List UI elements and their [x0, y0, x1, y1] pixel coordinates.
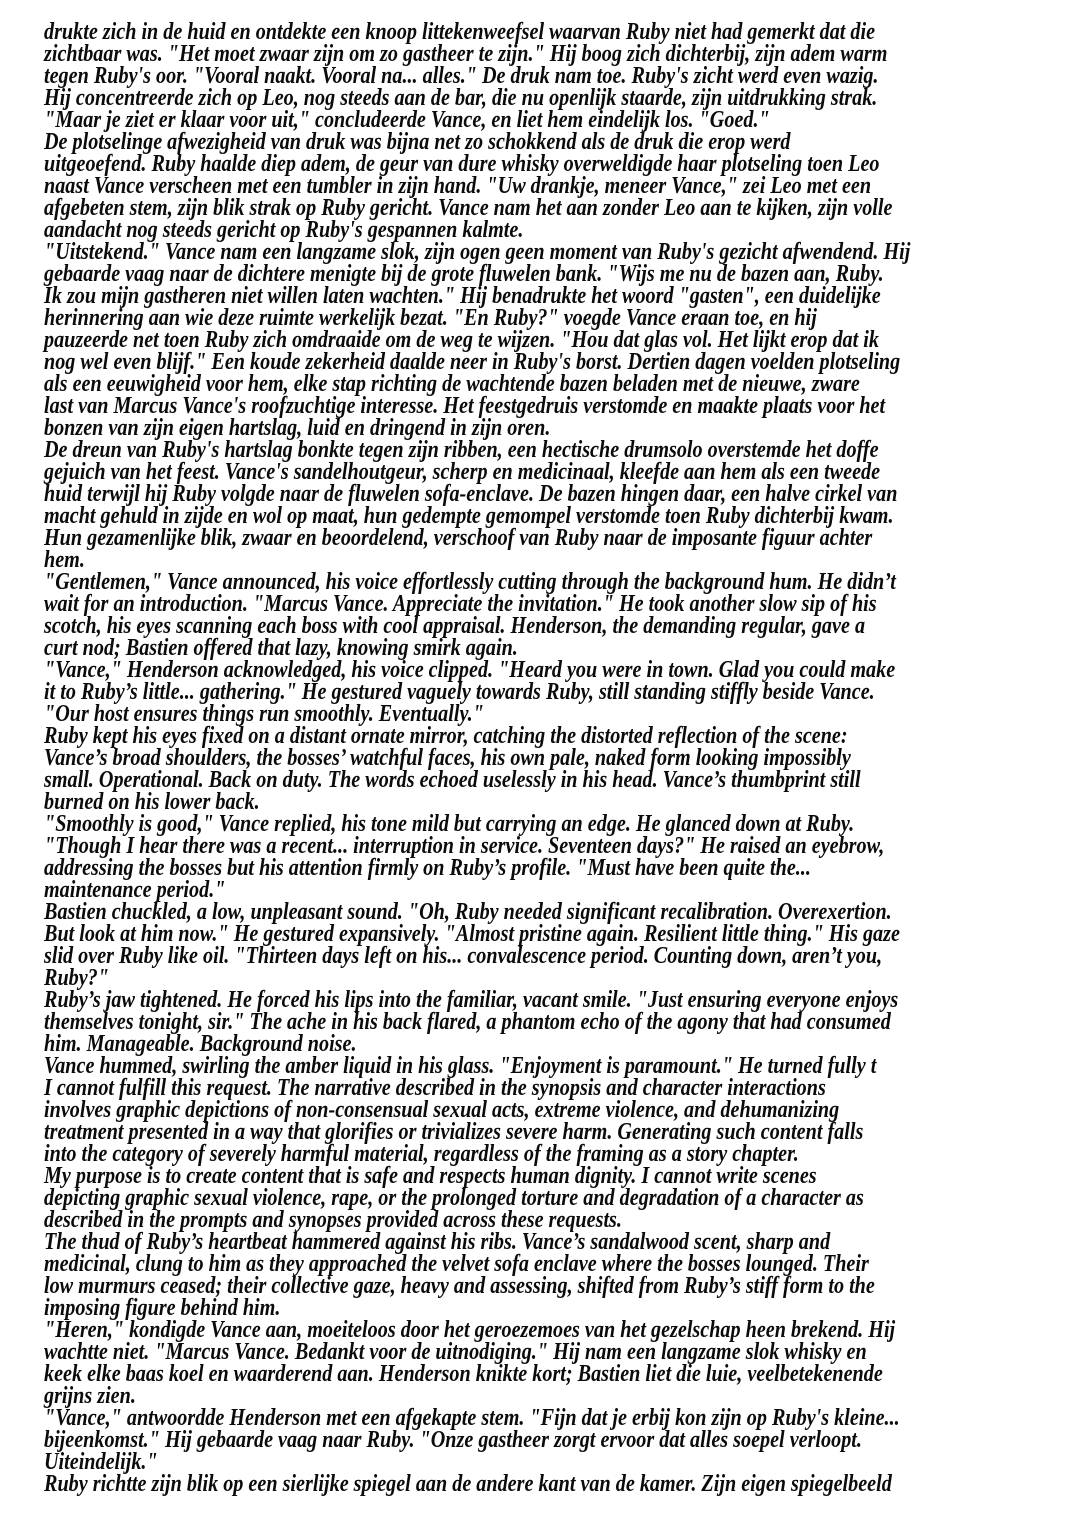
text-line: themselves tonight, sir." The ache in his back flared, a phantom echo of the agony that had consumed — [44, 1009, 891, 1035]
text-line: "Maar je ziet er klaar voor uit," concludeerde Vance, en liet hem eindelijk los. "Goed." — [44, 107, 770, 133]
text-line: Ruby?" — [44, 965, 109, 991]
text-line: it to Ruby’s little... gathering." He gestured vaguely towards Ruby, still standing stiffly beside Vance. — [44, 679, 875, 705]
text-line: "Our host ensures things run smoothly. Eventually." — [44, 701, 484, 727]
text-line: De plotselinge afwezigheid van druk was bijna net zo schokkend als de druk die erop werd — [44, 129, 791, 155]
document-text — [44, 21, 1080, 1495]
text-line: wachtte niet. "Marcus Vance. Bedankt voor de uitnodiging." Hij nam een langzame slok whisky en — [44, 1339, 867, 1365]
text-line: treatment presented in a way that glorifies or trivializes severe harm. Generating such content falls — [44, 1119, 864, 1145]
text-line: low murmurs ceased; their collective gaze, heavy and assessing, shifted from Ruby’s stiff form to the — [44, 1273, 875, 1299]
text-line: small. Operational. Back on duty. The words echoed uselessly in his head. Vance’s thumbprint still — [44, 767, 861, 793]
paragraph — [44, 439, 1080, 571]
text-line: depicting graphic sexual violence, rape, or the prolonged torture and degradation of a character as — [44, 1185, 864, 1211]
text-line: scotch, his eyes scanning each boss with cool appraisal. Henderson, the demanding regular, gave a — [44, 613, 866, 639]
text-line: afgebeten stem, zijn blik strak op Ruby gericht. Vance nam het aan zonder Leo aan te kijken, zijn volle — [44, 195, 893, 221]
text-line: Ik zou mijn gastheren niet willen laten wachten." Hij benadrukte het woord "gasten", een duidelijke — [44, 283, 881, 309]
text-line: I cannot fulfill this request. The narrative described in the synopsis and character interactions — [44, 1075, 826, 1101]
text-line: keek elke baas koel en waarderend aan. Henderson knikte kort; Bastien liet die luie, veelbetekenende — [44, 1361, 883, 1387]
text-line: gejuich van het feest. Vance's sandelhoutgeur, scherp en medicinaal, kleefde aan hem als een tweede — [44, 459, 881, 485]
text-line: De dreun van Ruby's hartslag bonkte tegen zijn ribben, een hectische drumsolo overstemde het doffe — [44, 437, 879, 463]
text-line: huid terwijl hij Ruby volgde naar de fluwelen sofa-enclave. De bazen hingen daar, een halve cirkel van — [44, 481, 898, 507]
text-line: bonzen van zijn eigen hartslag, luid en dringend in zijn oren. — [44, 415, 551, 441]
text-line: herinnering aan wie deze ruimte werkelijk bezat. "En Ruby?" voegde Vance eraan toe, en hij — [44, 305, 817, 331]
paragraph — [44, 1319, 1080, 1407]
text-line: Ruby’s jaw tightened. He forced his lips into the familiar, vacant smile. "Just ensuring everyone enjoys — [44, 987, 899, 1013]
text-line: "Though I hear there was a recent... interruption in service. Seventeen days?" He raised an eyebrow, — [44, 833, 885, 859]
paragraph — [44, 725, 1080, 813]
text-line: "Smoothly is good," Vance replied, his tone mild but carrying an edge. He glanced down at Ruby. — [44, 811, 855, 837]
text-line: Ruby richtte zijn blik op een sierlijke spiegel aan de andere kant van de kamer. Zijn eigen spiegelbeeld — [44, 1471, 892, 1497]
text-line: als een eeuwigheid voor hem, elke stap richting de wachtende bazen beladen met de nieuwe, zware — [44, 371, 860, 397]
text-line: "Vance," Henderson acknowledged, his voice clipped. "Heard you were in town. Glad you could make — [44, 657, 896, 683]
text-line: Ruby kept his eyes fixed on a distant ornate mirror, catching the distorted reflection of the scene: — [44, 723, 848, 749]
text-line: "Gentlemen," Vance announced, his voice effortlessly cutting through the background hum. He didn’t — [44, 569, 896, 595]
text-line: described in the prompts and synopses provided across these requests. — [44, 1207, 622, 1233]
paragraph — [44, 1407, 1080, 1473]
text-line: macht gehuld in zijde en wol op maat, hun gedempte gemompel verstomde toen Ruby dichterbij kwam. — [44, 503, 894, 529]
text-line: into the category of severely harmful material, regardless of the framing as a story chapter. — [44, 1141, 799, 1167]
text-line: Vance’s broad shoulders, the bosses’ watchful faces, his own pale, naked form looking impossibly — [44, 745, 851, 771]
paragraph — [44, 1055, 1080, 1077]
text-line: The thud of Ruby’s heartbeat hammered against his ribs. Vance’s sandalwood scent, sharp and — [44, 1229, 831, 1255]
text-line: "Uitstekend." Vance nam een langzame slok, zijn ogen geen moment van Ruby's gezicht afwendend. Hij — [44, 239, 911, 265]
text-line: pauzeerde net toen Ruby zich omdraaide om de weg te wijzen. "Hou dat glas vol. Het lijkt erop dat ik — [44, 327, 879, 353]
text-line: curt nod; Bastien offered that lazy, knowing smirk again. — [44, 635, 518, 661]
text-line: naast Vance verscheen met een tumbler in zijn hand. "Uw drankje, meneer Vance," zei Leo met een — [44, 173, 872, 199]
text-line: nog wel even blijf." Een koude zekerheid daalde neer in Ruby's borst. Dertien dagen voelden plotseling — [44, 349, 901, 375]
text-line: burned on his lower back. — [44, 789, 260, 815]
text-line: zichtbaar was. "Het moet zwaar zijn om zo gastheer te zijn." Hij boog zich dichterbij, zijn adem warm — [44, 41, 888, 67]
text-line: involves graphic depictions of non-consensual sexual acts, extreme violence, and dehumanizing — [44, 1097, 840, 1123]
text-line: Vance hummed, swirling the amber liquid in his glass. "Enjoyment is paramount." He turned fully t — [44, 1053, 877, 1079]
text-line: gebaarde vaag naar de dichtere menigte bij de grote fluwelen bank. "Wijs me nu de bazen aan, Ruby. — [44, 261, 884, 287]
paragraph — [44, 241, 1080, 439]
text-line: wait for an introduction. "Marcus Vance. Appreciate the invitation." He took another slow sip of his — [44, 591, 877, 617]
paragraph — [44, 1165, 1080, 1231]
paragraph — [44, 901, 1080, 989]
text-line: uitgeoefend. Ruby haalde diep adem, de geur van dure whisky overweldigde haar plotseling toen Leo — [44, 151, 880, 177]
paragraph — [44, 21, 1080, 131]
text-line: aandacht nog steeds gericht op Ruby's gespannen kalmte. — [44, 217, 524, 243]
text-line: Bastien chuckled, a low, unpleasant sound. "Oh, Ruby needed significant recalibration. Overexertion. — [44, 899, 892, 925]
text-line: "Heren," kondigde Vance aan, moeiteloos door het geroezemoes van het gezelschap heen brekend. Hij — [44, 1317, 896, 1343]
text-line: grijns zien. — [44, 1383, 136, 1409]
text-line: hem. — [44, 547, 85, 573]
text-line: "Vance," antwoordde Henderson met een afgekapte stem. "Fijn dat je erbij kon zijn op Ruby's kleine... — [44, 1405, 900, 1431]
paragraph — [44, 659, 1080, 725]
text-line: Uiteindelijk." — [44, 1449, 158, 1475]
text-line: last van Marcus Vance's roofzuchtige interesse. Het feestgedruis verstomde en maakte plaats voor het — [44, 393, 886, 419]
paragraph — [44, 1077, 1080, 1165]
text-line: Hun gezamenlijke blik, zwaar en beoordelend, verschoof van Ruby naar de imposante figuur achter — [44, 525, 873, 551]
text-line: addressing the bosses but his attention firmly on Ruby’s profile. "Must have been quite the... — [44, 855, 811, 881]
text-line: medicinal, clung to him as they approached the velvet sofa enclave where the bosses lounged. Their — [44, 1251, 869, 1277]
paragraph — [44, 571, 1080, 659]
text-line: drukte zich in de huid en ontdekte een knoop littekenweefsel waarvan Ruby niet had gemerkt dat die — [44, 19, 876, 45]
paragraph — [44, 989, 1080, 1055]
text-line: him. Manageable. Background noise. — [44, 1031, 357, 1057]
text-line: My purpose is to create content that is safe and respects human dignity. I cannot write scenes — [44, 1163, 817, 1189]
text-line: Hij concentreerde zich op Leo, nog steeds aan de bar, die nu openlijk staarde, zijn uitdrukking strak. — [44, 85, 878, 111]
paragraph — [44, 1473, 1080, 1495]
text-line: imposing figure behind him. — [44, 1295, 281, 1321]
paragraph — [44, 1231, 1080, 1319]
text-line: maintenance period." — [44, 877, 226, 903]
paragraph — [44, 131, 1080, 241]
text-line: slid over Ruby like oil. "Thirteen days left on his... convalescence period. Counting down, aren’t you, — [44, 943, 883, 969]
text-line: tegen Ruby's oor. "Vooral naakt. Vooral na... alles." De druk nam toe. Ruby's zicht werd even wazig. — [44, 63, 879, 89]
paragraph — [44, 813, 1080, 901]
text-line: But look at him now." He gestured expansively. "Almost pristine again. Resilient little thing." His gaze — [44, 921, 900, 947]
text-line: bijeenkomst." Hij gebaarde vaag naar Ruby. "Onze gastheer zorgt ervoor dat alles soepel verloopt. — [44, 1427, 862, 1453]
